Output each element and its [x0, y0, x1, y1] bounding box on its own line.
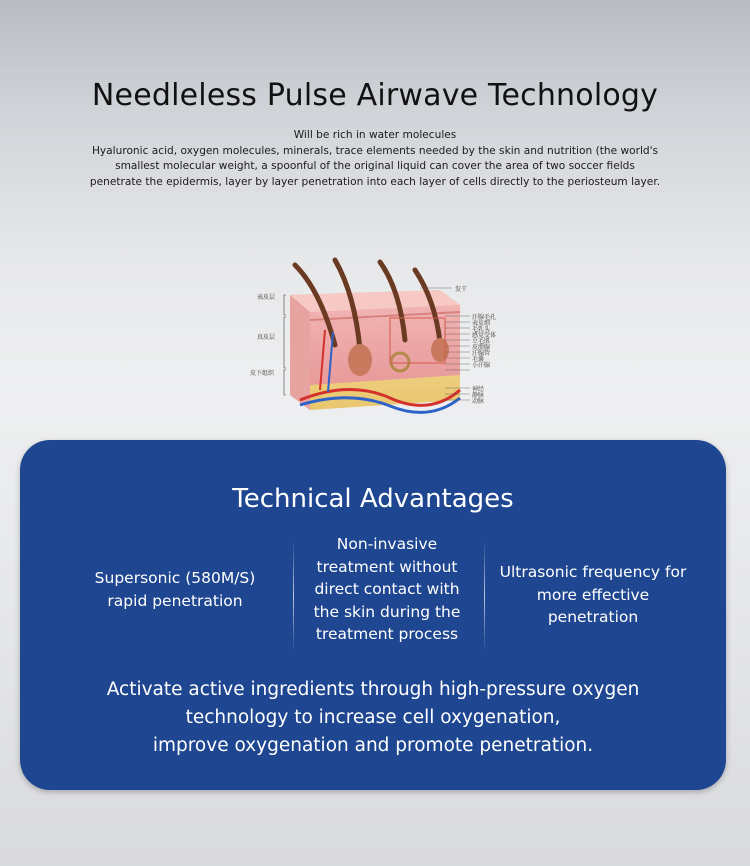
advantages-title: Technical Advantages	[232, 484, 514, 514]
feature-divider	[484, 540, 485, 652]
feature-line: Supersonic (580M/S)	[94, 569, 256, 587]
diagram-label: 毛乳头	[472, 326, 491, 333]
diagram-label: 皮脂腺	[472, 344, 491, 351]
diagram-label: 汗腺管	[472, 350, 491, 357]
feature-line: penetration	[547, 608, 639, 626]
intro-line: Hyaluronic acid, oxygen molecules, minerals, trace elements needed by the skin and nutrition (the world's	[91, 144, 659, 157]
diagram-label: 发干	[455, 286, 468, 293]
diagram-label-dermis: 真皮层	[257, 334, 276, 341]
feature-line: Ultrasonic frequency for	[499, 563, 687, 581]
diagram-label: 感觉受体	[472, 332, 497, 339]
feature-line: more effective	[536, 585, 650, 604]
diagram-label: 静脉	[472, 392, 485, 399]
intro-line: Will be rich in water molecules	[293, 129, 457, 141]
diagram-label: 动脉	[472, 398, 485, 405]
feature-line: treatment process	[315, 625, 459, 643]
summary-line: improve oxygenation and promote penetration.	[152, 735, 594, 756]
technical-advantages-panel	[20, 440, 726, 790]
page-title: Needleless Pulse Airwave Technology	[91, 78, 659, 113]
feature-line: rapid penetration	[107, 591, 243, 610]
feature-non-invasive	[292, 533, 482, 646]
diagram-label: 毛囊	[472, 356, 485, 363]
diagram-label: 表皮细	[472, 320, 491, 327]
summary-line: Activate active ingredients through high-pressure oxygen	[106, 679, 640, 700]
intro-line: penetrate the epidermis, layer by layer penetration into each layer of cells directly to the periosteum layer.	[89, 175, 661, 188]
feature-supersonic	[80, 567, 270, 612]
skin-cross-section-illustration	[240, 250, 500, 420]
diagram-label: 汗腺毛孔	[472, 314, 497, 321]
intro-text	[40, 128, 710, 190]
feature-line: direct contact with	[314, 580, 460, 598]
diagram-label: 神经	[472, 386, 485, 393]
diagram-label-subcutaneous: 皮下组织	[250, 370, 275, 377]
diagram-label: 立毛肌	[472, 338, 491, 345]
feature-ultrasonic	[488, 561, 698, 629]
diagram-label: 小汗腺	[472, 362, 491, 369]
intro-line: smallest molecular weight, a spoonful of the original liquid can cover the area of two soccer fields	[115, 160, 635, 172]
feature-line: treatment without	[316, 557, 458, 576]
diagram-label-epidermis: 表皮层	[257, 294, 276, 301]
advantages-summary	[20, 676, 726, 760]
feature-line: Non-invasive	[336, 535, 438, 553]
summary-line: technology to increase cell oxygenation,	[185, 707, 561, 728]
feature-line: the skin during the	[313, 602, 461, 621]
skin-layer-diagram	[240, 250, 500, 420]
